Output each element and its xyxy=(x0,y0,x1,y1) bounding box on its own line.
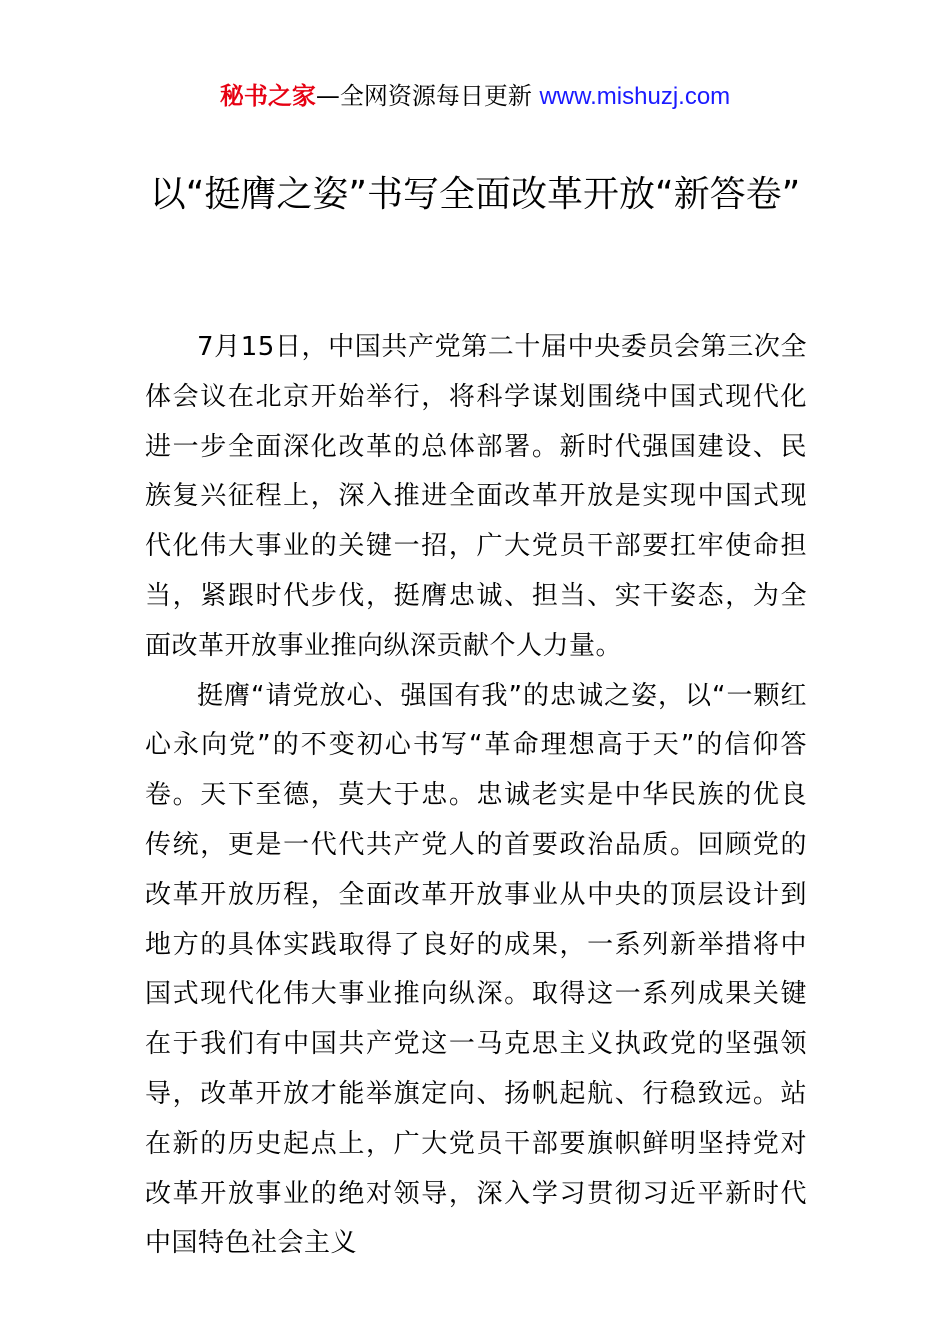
paragraph-loyalty: 挺膺“请党放心、强国有我”的忠诚之姿，以“一颗红心永向党”的不变初心书写“革命理想高于天”的信仰答卷。天下至德，莫大于忠。忠诚老实是中华民族的优良传统，更是一代代共产党人的首要政治品质。回顾党的改革开放历程，全面改革开放事业从中央的顶层设计到地方的具体实践取得了良好的成果，一系列新举措将中国式现代化伟大事业推向纵深。取得这一系列成果关键在于我们有中国共产党这一马克思主义执政党的坚强领导，改革开放才能举旗定向、扬帆起航、行稳致远。站在新的历史起点上，广大党员干部要旗帜鲜明坚持党对改革开放事业的绝对领导，深入学习贯彻习近平新时代中国特色社会主义 xyxy=(145,680,807,1259)
document-body xyxy=(145,323,807,1269)
site-url-link[interactable]: www.mishuzj.com xyxy=(539,83,731,110)
site-tagline: —全网资源每日更新 xyxy=(315,82,532,110)
document-title: 以“挺膺之姿”书写全面改革开放“新答卷” xyxy=(149,174,801,215)
paragraph-intro: 7月15日，中国共产党第二十届中央委员会第三次全体会议在北京开始举行，将科学谋划围绕中国式现代化进一步全面深化改革的总体部署。新时代强国建设、民族复兴征程上，深入推进全面改革开放是实现中国式现代化伟大事业的关键一招，广大党员干部要扛牢使命担当，紧跟时代步伐，挺膺忠诚、担当、实干姿态，为全面改革开放事业推向纵深贡献个人力量。 xyxy=(145,332,807,661)
site-header xyxy=(0,80,950,113)
site-brand: 秘书之家 xyxy=(219,82,316,110)
